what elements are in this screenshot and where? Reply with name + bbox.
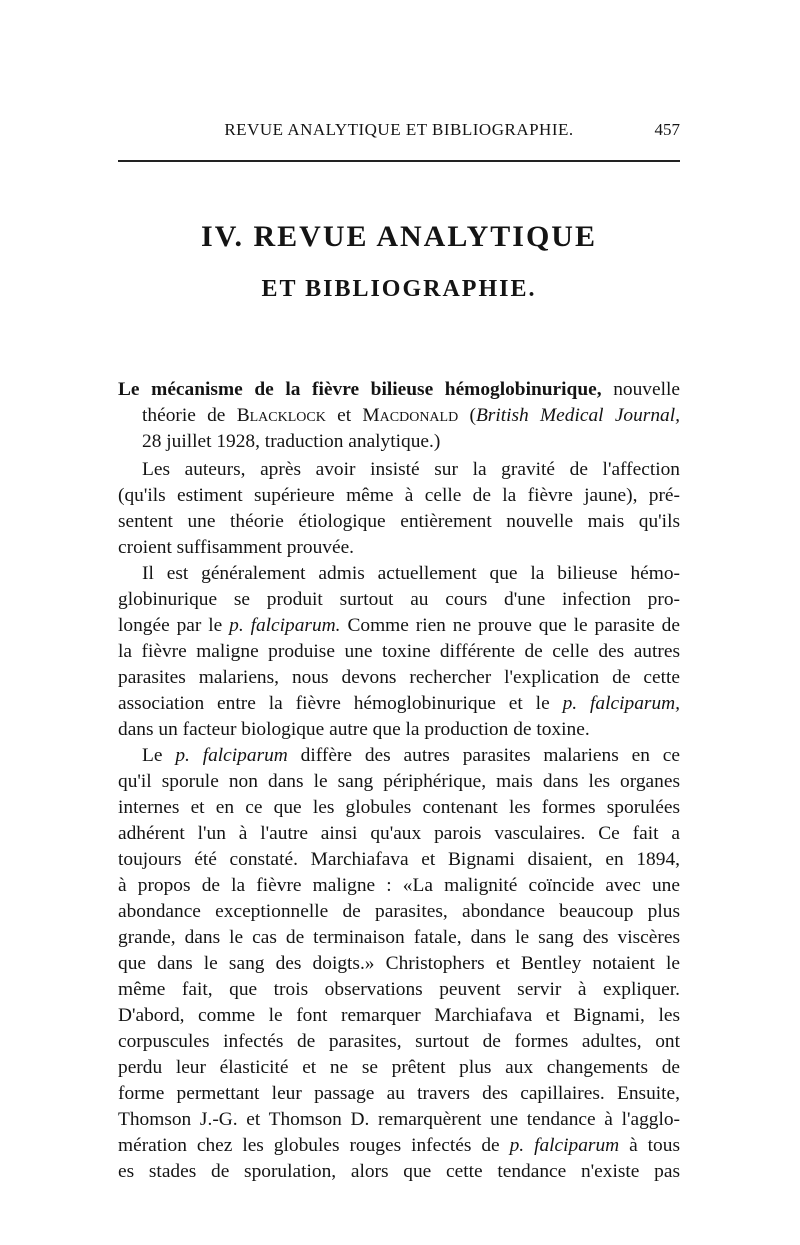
line-text: D'abord, comme le font remarquer Marchiafava et Bignami, les — [118, 1005, 680, 1026]
line-text: toujours été constaté. Marchiafava et Bignami disaient, en 1894, — [118, 849, 680, 870]
line-text: mération chez les globules rouges infectés de — [118, 1135, 500, 1156]
species-name: p. falciparum — [509, 1135, 620, 1156]
entry-text: et — [337, 405, 352, 426]
species-name: p. falciparum — [175, 745, 288, 766]
line-text: longée par le — [118, 615, 223, 636]
body-line — [118, 874, 680, 898]
body-line — [118, 770, 680, 794]
entry-heading-line3 — [142, 430, 440, 454]
body-line — [118, 1056, 680, 1080]
line-text: croient suffisamment prouvée. — [118, 537, 355, 558]
body-line — [118, 1134, 680, 1158]
body-line — [118, 796, 680, 820]
running-head — [118, 118, 680, 144]
entry-heading-line2 — [142, 404, 680, 428]
body-line — [118, 692, 680, 716]
entry-title: Le mécanisme de la fièvre bilieuse hémoglobinurique, — [118, 379, 602, 400]
entry-date: 28 juillet 1928, traduction analytique.) — [142, 431, 441, 452]
page-number: 457 — [654, 120, 680, 139]
body-line — [118, 536, 354, 560]
body-line — [118, 1160, 680, 1184]
entry-heading-line1 — [118, 378, 680, 402]
line-text: dans un facteur biologique autre que la production de toxine. — [118, 719, 590, 740]
body-line — [118, 926, 680, 950]
line-text: Thomson J.-G. et Thomson D. remarquèrent une tendance à l'agglo- — [118, 1109, 680, 1130]
line-text: la fièvre maligne produise une toxine différente de celle des autres — [118, 641, 680, 662]
body-line — [118, 822, 680, 846]
line-text: (qu'ils estiment supérieure même à celle de la fièvre jaune), pré- — [118, 485, 680, 506]
body-line — [118, 978, 680, 1002]
line-text: sentent une théorie étiologique entièrement nouvelle mais qu'ils — [118, 511, 680, 532]
author-blacklock: Blacklock — [236, 405, 326, 426]
line-text: qu'il sporule non dans le sang périphérique, mais dans les organes — [118, 771, 680, 792]
line-text: perdu leur élasticité et ne se prêtent plus aux changements de — [118, 1057, 680, 1078]
body-line — [118, 666, 680, 690]
body-line — [118, 1108, 680, 1132]
section-title-line2: ET BIBLIOGRAPHIE. — [261, 276, 537, 302]
body-line — [118, 848, 680, 872]
line-text: parasites malariens, nous devons rechercher l'explication de cette — [118, 667, 680, 688]
body-line — [118, 640, 680, 664]
line-text: diffère des autres parasites malariens en ce — [300, 745, 680, 766]
body-line — [118, 718, 590, 742]
author-macdonald: Macdonald — [362, 405, 459, 426]
entry-text: ( — [469, 405, 476, 426]
body-line — [142, 562, 680, 586]
body-line — [118, 900, 680, 924]
body-line — [142, 458, 680, 482]
line-text: Il est généralement admis actuellement que la bilieuse hémo- — [142, 563, 680, 584]
line-text: association entre la fièvre hémoglobinurique et le — [118, 693, 550, 714]
species-name: p. falciparum. — [229, 615, 341, 636]
line-text: internes et en ce que les globules contenant les formes sporulées — [118, 797, 680, 818]
line-text: corpuscules infectés de parasites, surtout de formes adultes, ont — [118, 1031, 680, 1052]
line-text: es stades de sporulation, alors que cette tendance n'existe pas — [118, 1161, 680, 1182]
line-text: grande, dans le cas de terminaison fatale, dans le sang des viscères — [118, 927, 680, 948]
section-title-line1: IV. REVUE ANALYTIQUE — [201, 220, 597, 253]
body-line — [118, 588, 680, 612]
line-text: abondance exceptionnelle de parasites, abondance beaucoup plus — [118, 901, 680, 922]
line-text: à propos de la fièvre maligne : «La malignité coïncide avec une — [118, 875, 680, 896]
line-text: à tous — [629, 1135, 680, 1156]
journal-name: British Medical Journal, — [475, 405, 680, 426]
line-text: Les auteurs, après avoir insisté sur la gravité de l'affection — [142, 459, 680, 480]
body-line — [142, 744, 680, 768]
body-line — [118, 952, 680, 976]
line-text: que dans le sang des doigts.» Christophers et Bentley notaient le — [118, 953, 680, 974]
body-line — [118, 1030, 680, 1054]
body-line — [118, 614, 680, 638]
header-rule — [118, 160, 680, 162]
running-title: REVUE ANALYTIQUE ET BIBLIOGRAPHIE. — [224, 120, 574, 139]
body-line — [118, 484, 680, 508]
line-text: même fait, que trois observations peuvent servir à expliquer. — [118, 979, 680, 1000]
line-text: forme permettant leur passage au travers des capillaires. Ensuite, — [118, 1083, 680, 1104]
entry-text: théorie de — [142, 405, 226, 426]
body-line — [118, 1082, 680, 1106]
body-line — [118, 1004, 680, 1028]
entry-title-rest: nouvelle — [613, 379, 680, 400]
line-text: adhérent l'un à l'autre ainsi qu'aux parois vasculaires. Ce fait a — [118, 823, 680, 844]
line-text: Le — [142, 745, 163, 766]
line-text: Comme rien ne prouve que le parasite de — [347, 615, 680, 636]
body-line — [118, 510, 680, 534]
species-name: p. falciparum, — [562, 693, 680, 714]
line-text: globinurique se produit surtout au cours d'une infection pro- — [118, 589, 680, 610]
